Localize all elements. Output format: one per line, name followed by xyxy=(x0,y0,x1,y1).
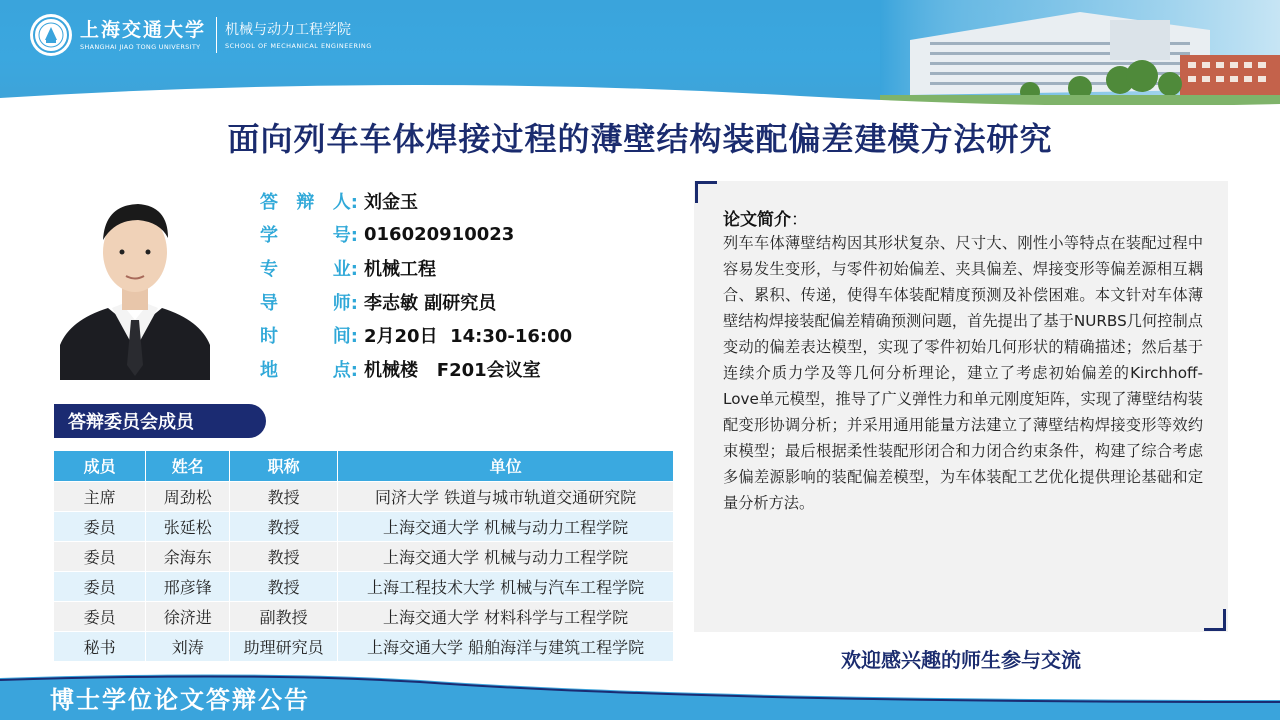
table-cell: 上海工程技术大学 机械与汽车工程学院 xyxy=(338,571,674,601)
major: 机械工程 xyxy=(364,258,436,280)
table-row xyxy=(54,571,674,601)
label-char: 导 xyxy=(260,292,278,314)
table-cell: 秘书 xyxy=(54,631,146,661)
info-label xyxy=(260,322,364,348)
info-row-advisor xyxy=(260,285,680,319)
school-name-en: SCHOOL OF MECHANICAL ENGINEERING xyxy=(225,42,372,50)
table-cell: 教授 xyxy=(230,511,338,541)
candidate-info xyxy=(260,184,680,386)
table-cell: 助理研究员 xyxy=(230,631,338,661)
label-char: 业: xyxy=(332,258,358,280)
table-cell: 周劲松 xyxy=(146,481,230,511)
info-label xyxy=(260,255,364,281)
label-char: 号: xyxy=(332,225,358,247)
university-name-cn: 上海交通大学 xyxy=(80,19,207,41)
label-char: 间: xyxy=(332,326,358,348)
info-row-candidate xyxy=(260,184,680,218)
info-row-location xyxy=(260,352,680,386)
candidate-portrait xyxy=(60,180,210,380)
column-header: 姓名 xyxy=(146,451,230,481)
committee-table xyxy=(54,451,674,661)
university-seal-icon xyxy=(30,14,72,56)
label-char: 专 xyxy=(260,258,278,280)
info-label xyxy=(260,356,364,382)
corner-bracket-top-left xyxy=(695,181,717,203)
logo-divider xyxy=(216,17,217,53)
corner-bracket-bottom-right xyxy=(1204,609,1226,631)
committee-heading: 答辩委员会成员 xyxy=(54,404,266,438)
table-cell: 同济大学 铁道与城市轨道交通研究院 xyxy=(338,481,674,511)
table-cell: 委员 xyxy=(54,541,146,571)
table-cell: 上海交通大学 机械与动力工程学院 xyxy=(338,511,674,541)
table-cell: 教授 xyxy=(230,571,338,601)
abstract-heading-colon: ： xyxy=(791,210,808,230)
table-cell: 教授 xyxy=(230,541,338,571)
student-id: 016020910023 xyxy=(364,223,515,245)
table-cell: 委员 xyxy=(54,511,146,541)
table-row xyxy=(54,601,674,631)
label-char: 人: xyxy=(332,191,358,213)
abstract-heading xyxy=(723,205,808,230)
info-label xyxy=(260,221,364,247)
abstract-body: 列车车体薄壁结构因其形状复杂、尺寸大、刚性小等特点在装配过程中容易发生变形，与零件初始偏差、夹具偏差、焊接变形等偏差源相互耦合、累积、传递，使得车体装配精度预测及补偿困难。本文针对车体薄壁结构焊接装配偏差精确预测问题，首先提出了基于NURBS几何控制点变动的偏差表达模型，实现了零件初始几何形状的精确描述；然后基于连续介质力学及等几何分析理论，建立了考虑初始偏差的Kirchhoff-Love单元模型，推导了广义弹性力和单元刚度矩阵，实现了薄壁结构装配变形协调分析；并采用通用能量方法建立了薄壁结构焊接变形等效约束模型；最后根据柔性装配形闭合和力闭合约束条件，构建了综合考虑多偏差源影响的装配偏差模型，为车体装配工艺优化提供理论基础和定量分析方法。 xyxy=(723,234,1203,512)
defense-time: 2月20日 14:30-16:00 xyxy=(364,326,573,348)
info-label xyxy=(260,188,364,214)
defense-location: 机械楼 F201会议室 xyxy=(364,359,541,381)
table-cell: 上海交通大学 材料科学与工程学院 xyxy=(338,601,674,631)
table-cell: 余海东 xyxy=(146,541,230,571)
table-row xyxy=(54,481,674,511)
table-cell: 委员 xyxy=(54,571,146,601)
info-label xyxy=(260,289,364,315)
header-wave xyxy=(0,68,1280,105)
info-row-student-id xyxy=(260,218,680,252)
label-char: 地 xyxy=(260,359,278,381)
table-row xyxy=(54,631,674,661)
header-banner xyxy=(0,0,1280,105)
advisor: 李志敏 副研究员 xyxy=(364,292,497,314)
table-cell: 上海交通大学 机械与动力工程学院 xyxy=(338,541,674,571)
info-row-time xyxy=(260,318,680,352)
label-char: 学 xyxy=(260,225,278,247)
table-cell: 邢彦锋 xyxy=(146,571,230,601)
table-cell: 主席 xyxy=(54,481,146,511)
table-header-row xyxy=(54,451,674,481)
table-cell: 张延松 xyxy=(146,511,230,541)
column-header: 职称 xyxy=(230,451,338,481)
table-cell: 教授 xyxy=(230,481,338,511)
thesis-title: 面向列车车体焊接过程的薄壁结构装配偏差建模方法研究 xyxy=(227,120,1053,158)
label-char: 答 xyxy=(260,191,278,213)
university-name-en: SHANGHAI JIAO TONG UNIVERSITY xyxy=(80,43,201,51)
label-char: 时 xyxy=(260,326,278,348)
university-logo xyxy=(30,13,372,57)
table-cell: 委员 xyxy=(54,601,146,631)
table-cell: 徐济进 xyxy=(146,601,230,631)
label-char: 辩 xyxy=(296,191,315,213)
school-name-cn: 机械与动力工程学院 xyxy=(225,22,352,38)
announcement-title: 博士学位论文答辩公告 xyxy=(50,685,310,714)
welcome-message: 欢迎感兴趣的师生参与交流 xyxy=(841,648,1081,672)
table-cell: 副教授 xyxy=(230,601,338,631)
abstract-heading-text: 论文简介 xyxy=(723,210,791,230)
label-char: 点: xyxy=(332,359,358,381)
column-header: 单位 xyxy=(338,451,674,481)
table-cell: 刘涛 xyxy=(146,631,230,661)
label-char: 师: xyxy=(332,292,358,314)
table-row xyxy=(54,541,674,571)
table-row xyxy=(54,511,674,541)
table-cell: 上海交通大学 船舶海洋与建筑工程学院 xyxy=(338,631,674,661)
candidate-name: 刘金玉 xyxy=(364,191,418,213)
column-header: 成员 xyxy=(54,451,146,481)
info-row-major xyxy=(260,251,680,285)
